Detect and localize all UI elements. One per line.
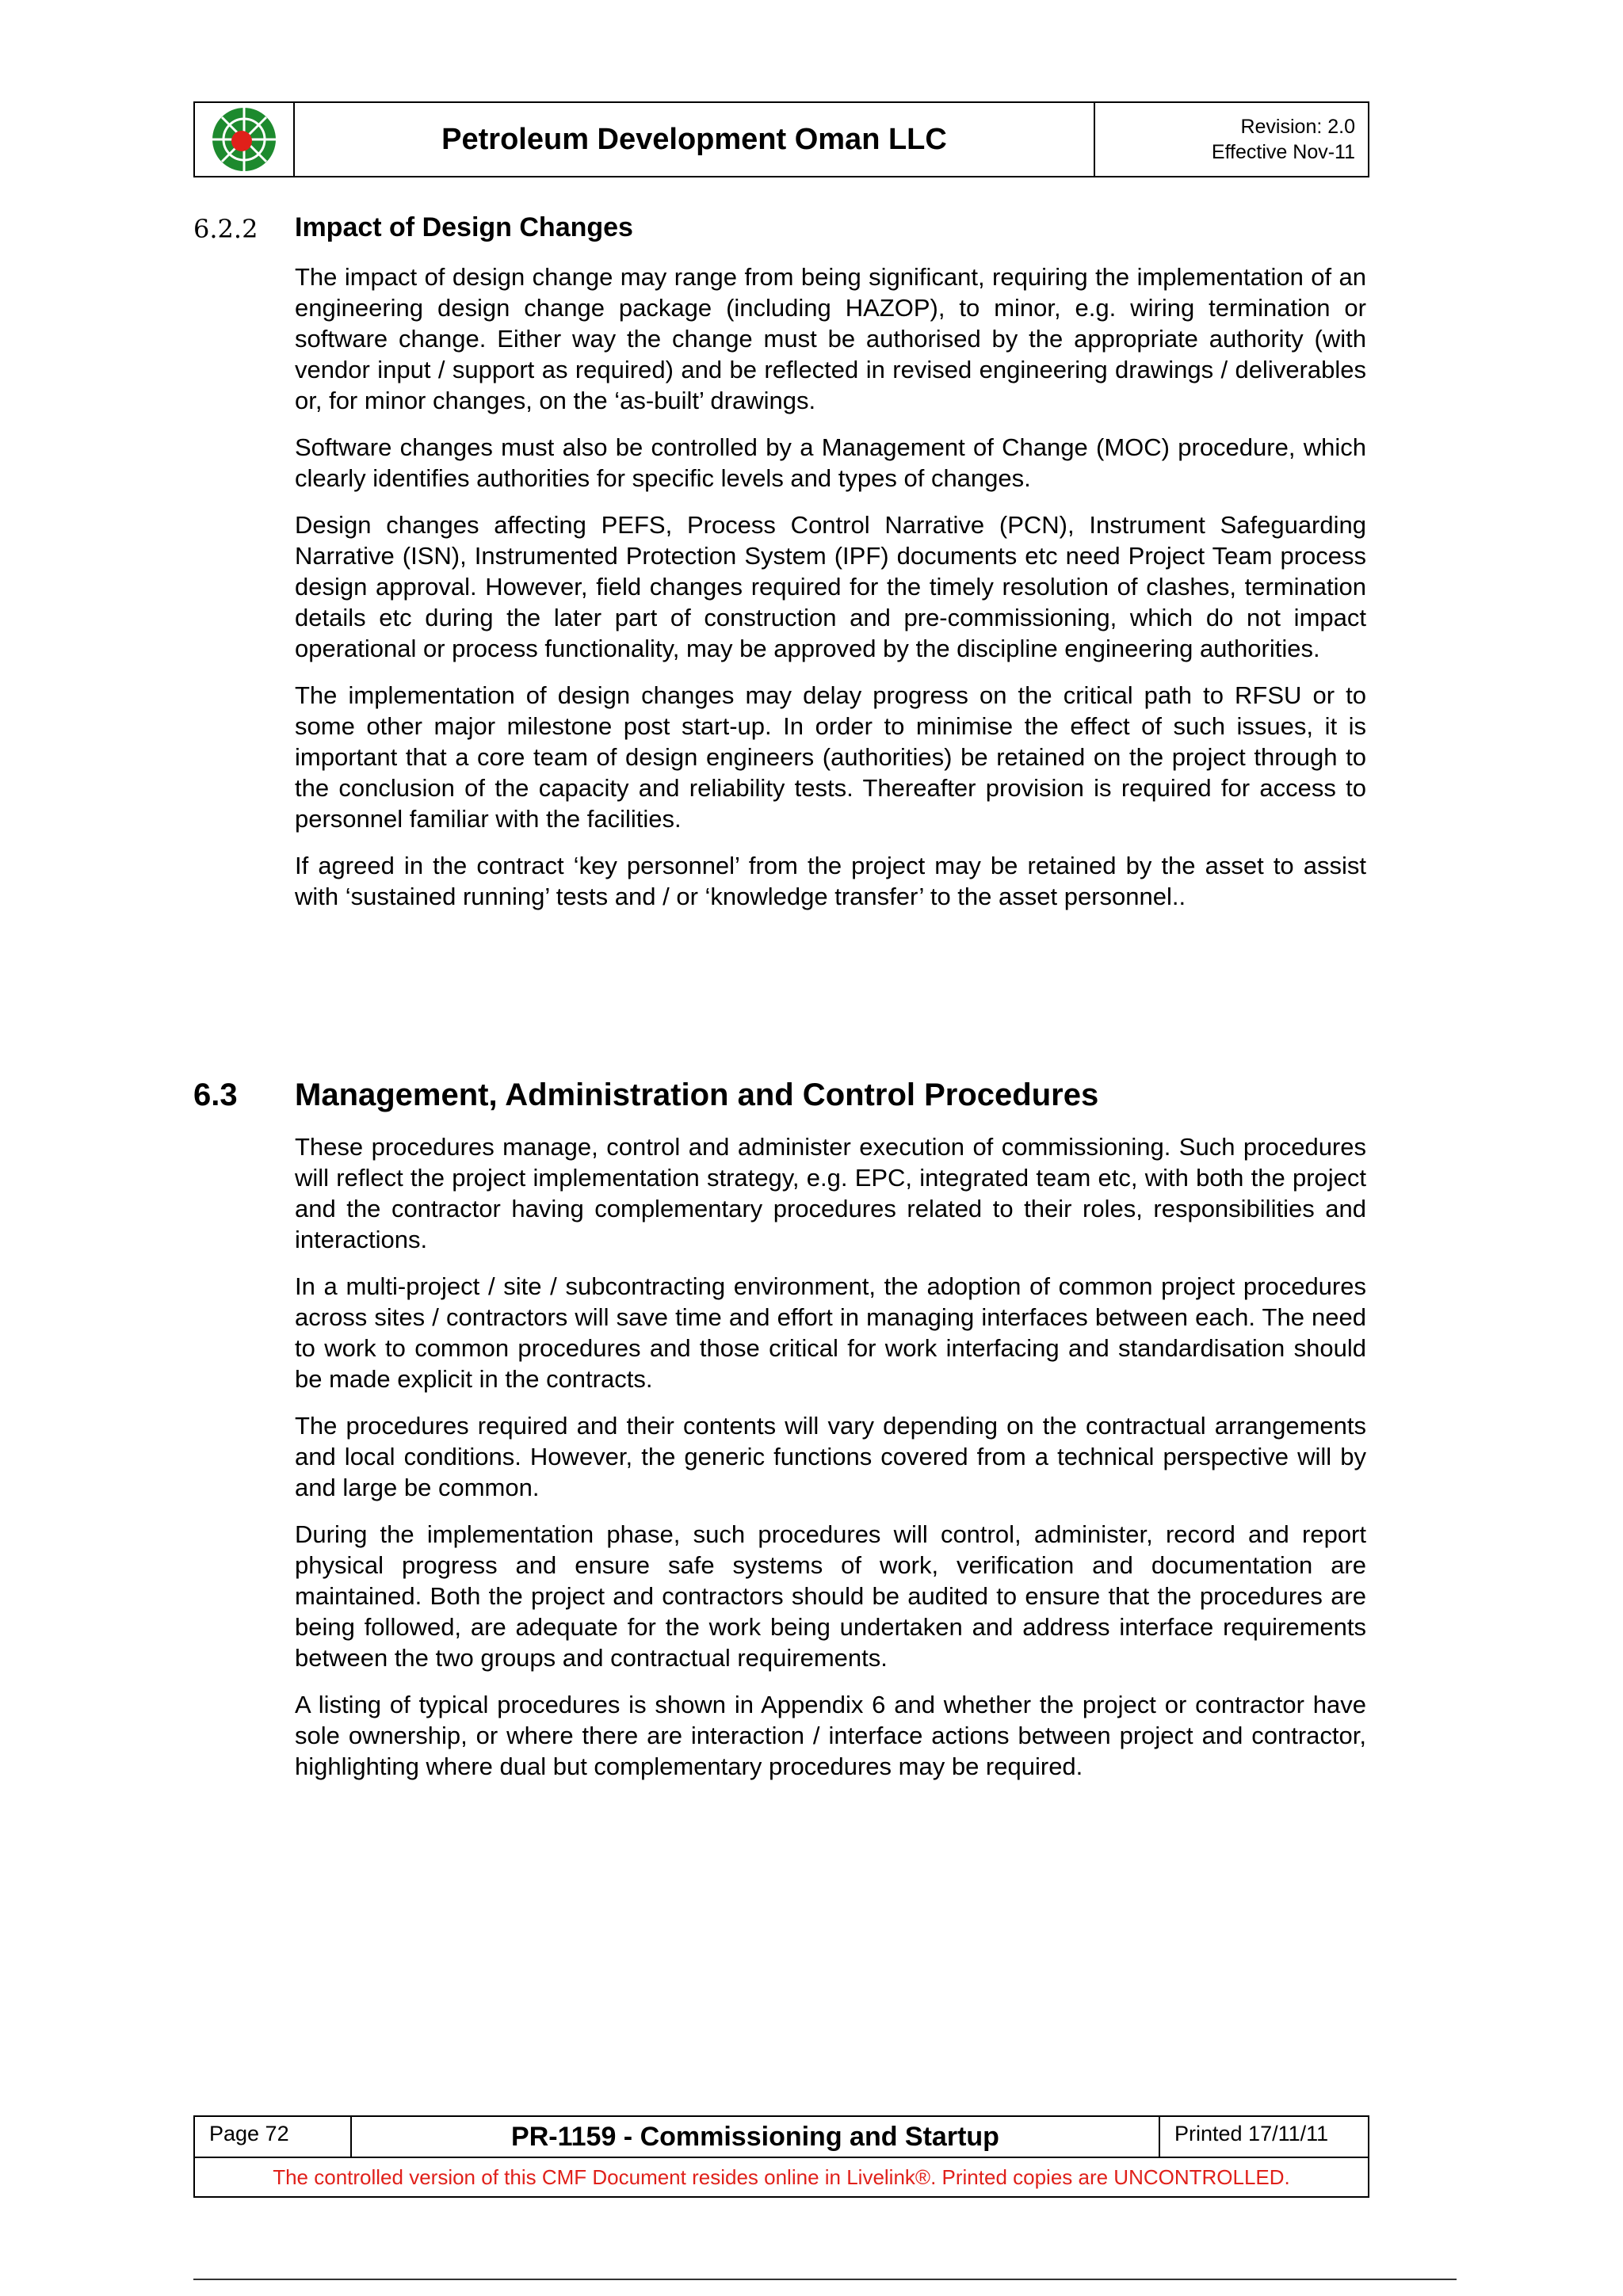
page-footer [193,2115,1369,2198]
company-name: Petroleum Development Oman LLC [295,103,1095,176]
uncontrolled-notice: The controlled version of this CMF Document resides online in Livelink®. Printed copies are UNCONTROLLED. [273,2164,1290,2189]
section-title: Impact of Design Changes [295,212,633,242]
pdo-logo-icon [210,105,278,174]
paragraph: Software changes must also be controlled by a Management of Change (MOC) procedure, which clearly identifies authorities for specific levels and types of changes. [295,433,1366,492]
page-number: Page 72 [195,2117,352,2157]
paragraph: If agreed in the contract ‘key personnel’ from the project may be retained by the asset to assist with ‘sustained running’ tests and / or ‘knowledge transfer’ to the asset personnel.. [295,852,1366,910]
paragraph: During the implementation phase, such procedures will control, administer, record and report physical progress and ensure safe systems of work, verification and documentation are maintained. Both the project and contractors should be audited to ensure that the procedures are being followed, are adequate for the work being undertaken and address interface requirements between the two groups and contractual requirements. [295,1520,1366,1672]
section-number: 6.2.2 [193,214,258,244]
section-body [295,261,1366,928]
paragraph: The procedures required and their contents will vary depending on the contractual arrangements and local conditions. However, the generic functions covered from a technical perspective will by and large be common. [295,1412,1366,1501]
divider [193,2279,1457,2280]
revision-info [1095,103,1368,176]
printed-date: Printed 17/11/11 [1174,2122,1329,2145]
paragraph: The impact of design change may range from being significant, requiring the implementation of an engineering design change package (including HAZOP), to minor, e.g. wiring termination or software change. Either way the change must be authorised by the appropriate authority (with vendor input / support as required) and be reflected in revised engineering drawings / deliverables or, for minor changes, on the ‘as-built’ drawings. [295,263,1366,414]
logo-cell [195,103,295,176]
revision-label: Revision: 2.0 [1240,116,1355,138]
page-header [193,101,1369,177]
effective-date: Effective Nov-11 [1211,141,1355,163]
footer-row [195,2117,1368,2158]
section-number: 6.3 [193,1077,238,1112]
paragraph: These procedures manage, control and administer execution of commissioning. Such procedures will reflect the project implementation strategy, e.g. EPC, integrated team etc, with both the project and the contractor having complementary procedures related to their roles, responsibilities and interactions. [295,1133,1366,1253]
section-body [295,1131,1366,1798]
section-title: Management, Administration and Control Procedures [295,1077,1099,1112]
paragraph: A listing of typical procedures is shown in Appendix 6 and whether the project or contractor have sole ownership, or where there are interaction / interface actions between project and contractor, highlighting where dual but complementary procedures may be required. [295,1691,1366,1780]
paragraph: In a multi-project / site / subcontracting environment, the adoption of common project procedures across sites / contractors will save time and effort in managing interfaces between each. The need to work to common procedures and those critical for work interfacing and standardisation should be made explicit in the contracts. [295,1272,1366,1393]
paragraph: Design changes affecting PEFS, Process Control Narrative (PCN), Instrument Safeguarding Narrative (ISN), Instrumented Protection System (IPF) documents etc need Project Team process design approval. However, field changes required for the timely resolution of clashes, termination details etc during the later part of construction and pre-commissioning, which do not impact operational or process functionality, may be approved by the discipline engineering authorities. [295,511,1366,662]
paragraph: The implementation of design changes may delay progress on the critical path to RFSU or to some other major milestone post start-up. In order to minimise the effect of such issues, it is important that a core team of design engineers (authorities) be retained on the project through to the conclusion of the capacity and reliability tests. Thereafter provision is required for access to personnel familiar with the facilities. [295,681,1366,833]
document-title: PR-1159 - Commissioning and Startup [352,2117,1160,2157]
